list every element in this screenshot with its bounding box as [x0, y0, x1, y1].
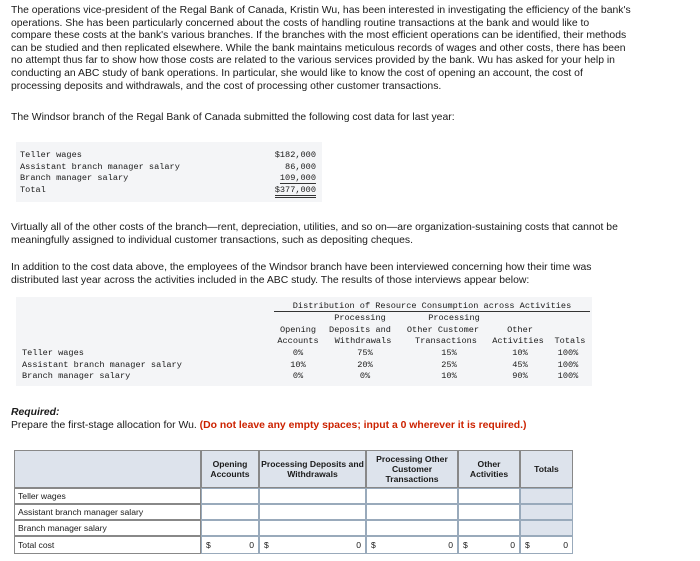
currency-symbol: $ — [206, 540, 211, 550]
grid-cell-shaded — [520, 504, 573, 520]
required-prompt — [11, 420, 527, 431]
col-header: Accounts — [277, 336, 319, 346]
distribution-title: Distribution of Resource Consumption across Activities — [274, 301, 590, 312]
distribution-cell: 75% — [357, 348, 373, 358]
distribution-table — [16, 297, 592, 386]
distribution-cell: 10% — [290, 359, 306, 370]
interview-paragraph — [11, 262, 693, 287]
distribution-cell: 100% — [557, 371, 579, 381]
intro-line: operations. She has been particularly concerned about the costs of handling routine transactions at the bank and would like to — [11, 17, 590, 29]
currency-symbol: $ — [463, 540, 468, 550]
distribution-cell: 20% — [357, 359, 373, 370]
required-title: Required: — [11, 407, 60, 418]
grid-input[interactable] — [458, 520, 520, 536]
currency-symbol: $ — [525, 540, 530, 550]
distribution-cell: 0% — [292, 371, 304, 381]
cost-amount: 86,000 — [285, 161, 316, 172]
grid-header: Other Activities — [458, 450, 520, 488]
other-costs-line: Virtually all of the other costs of the branch—rent, depreciation, utilities, and so on—are organization-sustaining costs that cannot be — [11, 222, 618, 233]
total-other-customer — [366, 536, 458, 554]
other-costs-paragraph — [11, 222, 693, 247]
grid-input[interactable] — [259, 520, 366, 536]
cost-amount: $377,000 — [275, 185, 316, 198]
grid-row-label: Assistant branch manager salary — [14, 504, 201, 520]
cost-data-table — [16, 142, 322, 202]
intro-line: compare these costs at the bank's various branches. If the branches with the most efficient operations can be identified, their methods — [11, 30, 627, 42]
other-costs-line: meaningfully assigned to individual customer transactions, such as depositing cheques. — [11, 234, 414, 246]
distribution-cell: 15% — [441, 348, 457, 358]
required-warning: (Do not leave any empty spaces; input a 0 wherever it is required.) — [199, 420, 527, 431]
col-header: Processing — [428, 313, 480, 323]
distribution-cell: 100% — [557, 359, 579, 370]
distribution-cell: 100% — [557, 348, 579, 358]
grid-cell-shaded — [520, 488, 573, 504]
required-prompt-text: Prepare the first-stage allocation for Wu. — [11, 420, 197, 431]
currency-symbol: $ — [371, 540, 376, 550]
cost-label: Teller wages — [20, 150, 82, 160]
intro-line: no attempt thus far to show how those costs are related to the various services provided by the bank. Wu has asked for your help in — [11, 55, 615, 67]
grid-row-label: Branch manager salary — [14, 520, 201, 536]
windsor-text: The Windsor branch of the Regal Bank of Canada submitted the following cost data for last year: — [11, 112, 455, 123]
cost-label: Assistant branch manager salary — [20, 161, 180, 172]
grid-header: Totals — [520, 450, 573, 488]
grid-header: Processing Other Customer Transactions — [366, 450, 458, 488]
grid-input[interactable] — [259, 504, 366, 520]
grid-input[interactable] — [259, 488, 366, 504]
grid-header: Processing Deposits and Withdrawals — [259, 450, 366, 488]
col-header: Deposits and — [329, 325, 391, 335]
cost-amount: 109,000 — [279, 173, 316, 183]
intro-line: conducting an ABC study of bank operations. In particular, she would like to know the cost of opening an account, the cost of — [11, 67, 583, 79]
cost-amount: $182,000 — [274, 150, 316, 160]
grid-header: Opening Accounts — [201, 450, 259, 488]
currency-symbol: $ — [264, 540, 269, 550]
distribution-cell: 10% — [441, 371, 457, 381]
grid-cell-shaded — [520, 520, 573, 536]
total-opening — [201, 536, 259, 554]
cost-label: Branch manager salary — [20, 173, 129, 183]
cost-row-total — [20, 185, 318, 197]
col-header: Activities — [492, 336, 544, 346]
interview-line: In addition to the cost data above, the employees of the Windsor branch have been interviewed concerning how their time was — [11, 262, 592, 273]
cost-row — [20, 173, 318, 185]
grid-input[interactable] — [458, 488, 520, 504]
intro-line: The operations vice-president of the Regal Bank of Canada, Kristin Wu, has been interested in investigating the efficiency of the bank's — [11, 5, 631, 16]
col-header: Totals — [554, 336, 586, 346]
distribution-row-label: Assistant branch manager salary — [22, 359, 182, 370]
intro-line: can be studied and then replicated elsewhere. While the bank maintains meticulous records of wages and other costs, there has been — [11, 42, 626, 54]
distribution-row-label: Teller wages — [22, 348, 84, 358]
total-value: 0 — [249, 540, 254, 550]
grid-input[interactable] — [201, 520, 259, 536]
total-other-activities — [458, 536, 520, 554]
grid-row-label: Teller wages — [14, 488, 201, 504]
distribution-cell: 25% — [441, 359, 457, 370]
interview-line: distributed last year across the activities included in the ABC study. The results of those interviews appear below: — [11, 274, 530, 286]
col-header: Other — [507, 325, 533, 335]
col-header: Withdrawals — [334, 336, 392, 346]
col-header: Opening — [279, 325, 317, 335]
distribution-row-label: Branch manager salary — [22, 371, 131, 381]
total-value: 0 — [356, 540, 361, 550]
cost-row — [20, 162, 318, 174]
grid-input[interactable] — [458, 504, 520, 520]
distribution-cell: 0% — [292, 348, 304, 358]
grid-input[interactable] — [366, 504, 458, 520]
col-header: Other Customer — [406, 325, 480, 335]
total-totals — [520, 536, 573, 554]
distribution-cell: 90% — [512, 371, 528, 381]
total-value: 0 — [448, 540, 453, 550]
answer-grid — [14, 450, 573, 554]
grid-input[interactable] — [366, 520, 458, 536]
distribution-cell: 45% — [512, 359, 528, 370]
col-header: Transactions — [415, 336, 477, 346]
cost-row — [20, 150, 318, 162]
col-header: Processing — [334, 313, 386, 323]
total-value: 0 — [510, 540, 515, 550]
grid-input[interactable] — [366, 488, 458, 504]
grid-input[interactable] — [201, 488, 259, 504]
total-value: 0 — [563, 540, 568, 550]
grid-corner — [14, 450, 201, 488]
grid-total-label: Total cost — [14, 536, 201, 554]
intro-paragraph — [11, 5, 693, 93]
distribution-cell: 10% — [512, 348, 528, 358]
cost-label: Total — [20, 184, 46, 195]
distribution-cell: 0% — [359, 371, 371, 381]
total-deposits — [259, 536, 366, 554]
intro-line: processing deposits and withdrawals, and the cost of processing other customer transactions. — [11, 80, 442, 92]
grid-input[interactable] — [201, 504, 259, 520]
